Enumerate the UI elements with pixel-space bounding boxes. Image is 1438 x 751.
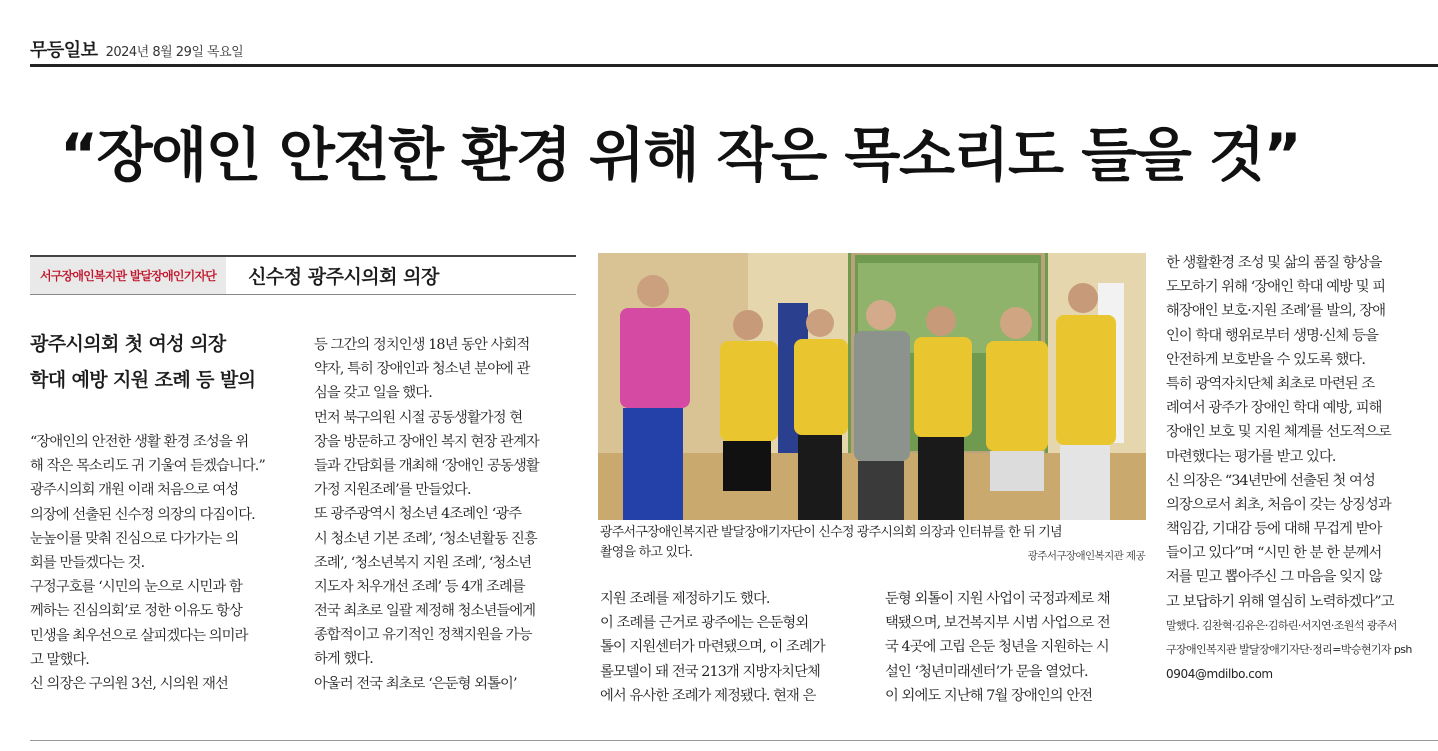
text-line: 아울러 전국 최초로 ‘은둔형 외톨이’ bbox=[314, 675, 517, 692]
text-line: 의장에 선출된 신수정 의장의 다짐이다. bbox=[30, 506, 255, 523]
body-column-4 bbox=[885, 587, 1153, 708]
text-line: 마련했다는 평가를 받고 있다. bbox=[1166, 448, 1336, 465]
photo-illustration bbox=[598, 253, 1146, 520]
text-line: 해장애인 보호·지원 조례’를 발의, 장애 bbox=[1166, 303, 1386, 320]
text-line: 고 보답하기 위해 열심히 노력하겠다”고 bbox=[1166, 593, 1394, 610]
text-line: 하게 했다. bbox=[314, 651, 373, 668]
masthead bbox=[30, 36, 243, 62]
text-line: 종합적이고 유기적인 정책지원을 가능 bbox=[314, 627, 532, 644]
text-line: 말했다. 김찬혁·김유은·김하린·서지연·조원석 광주서 bbox=[1166, 618, 1397, 632]
text-line: 장을 방문하고 장애인 복지 현장 관계자 bbox=[314, 433, 539, 450]
text-line: 회를 만들겠다는 것. bbox=[30, 554, 145, 571]
text-line: 지원 조례를 제정하기도 했다. bbox=[600, 591, 770, 607]
text-line: 들과 간담회를 개최해 ‘장애인 공동생활 bbox=[314, 457, 539, 474]
text-line: 롤모델이 돼 전국 213개 지방자치단체 bbox=[600, 663, 820, 680]
body-column-3 bbox=[600, 587, 868, 708]
text-line: 등 그간의 정치인생 18년 동안 사회적 bbox=[314, 337, 530, 353]
text-line: 민생을 최우선으로 살피겠다는 의미라 bbox=[30, 627, 248, 644]
text-line: 한 생활환경 조성 및 삶의 품질 향상을 bbox=[1166, 255, 1382, 271]
text-line: 에서 유사한 조례가 제정됐다. 현재 은 bbox=[600, 687, 816, 704]
body-column-1 bbox=[30, 430, 298, 696]
interviewee-label: 신수정 광주시의회 의장 bbox=[248, 266, 439, 288]
text-line: 구정구호를 ‘시민의 눈으로 시민과 함 bbox=[30, 579, 242, 596]
issue-date: 2024년 8월 29일 목요일 bbox=[105, 45, 244, 60]
text-line: 광주시의회 개원 이래 처음으로 여성 bbox=[30, 482, 239, 499]
body-column-2 bbox=[314, 333, 582, 696]
text-line: 인이 학대 행위로부터 생명·신체 등을 bbox=[1166, 327, 1378, 344]
text-line: 심을 갖고 일을 했다. bbox=[314, 385, 432, 402]
text-line: 고 말했다. bbox=[30, 651, 89, 668]
bottom-rule bbox=[30, 740, 1438, 741]
subheadline-line: 광주시의회 첫 여성 의장 bbox=[30, 333, 226, 355]
photo-credit: 광주서구장애인복지관 제공 bbox=[1027, 550, 1145, 562]
text-line: 눈높이를 맞춰 진심으로 다가가는 의 bbox=[30, 530, 239, 547]
text-line: 전국 최초로 일괄 제정해 청소년들에게 bbox=[314, 603, 536, 620]
text-line: 톨이 지원센터가 마련됐으며, 이 조례가 bbox=[600, 639, 825, 656]
headline: “장애인 안전한 환경 위해 작은 목소리도 들을 것” bbox=[60, 121, 1301, 189]
reporter-org-label: 서구장애인복지관 발달장애인기자단 bbox=[30, 257, 226, 294]
subheadline bbox=[30, 326, 300, 398]
text-line: 책임감, 기대감 등에 대해 무겁게 받아 bbox=[1166, 521, 1382, 538]
text-line: 의장으로서 최초, 처음이 갖는 상징성과 bbox=[1166, 496, 1391, 513]
top-rule bbox=[30, 64, 1438, 67]
text-line: 0904@mdilbo.com bbox=[1166, 667, 1273, 682]
text-line: 설인 ‘청년미래센터’가 문을 열었다. bbox=[885, 663, 1088, 680]
text-line: 도모하기 위해 ‘장애인 학대 예방 및 피 bbox=[1166, 279, 1386, 296]
caption-line: 촬영을 하고 있다. bbox=[600, 545, 693, 560]
text-line: 특히 광역자치단체 최초로 마련된 조 bbox=[1166, 375, 1375, 392]
text-line: 시 청소년 기본 조례’, ‘청소년활동 진흥 bbox=[314, 530, 537, 547]
text-line: 장애인 보호 및 지원 체계를 선도적으로 bbox=[1166, 424, 1391, 441]
text-line: 해 작은 목소리도 귀 기울여 듣겠습니다.” bbox=[30, 458, 265, 475]
text-line: 약자, 특히 장애인과 청소년 분야에 관 bbox=[314, 361, 530, 378]
text-line: 이 외에도 지난해 7월 장애인의 안전 bbox=[885, 687, 1093, 704]
text-line: 지도자 처우개선 조례’ 등 4개 조례를 bbox=[314, 578, 525, 595]
text-line: 이 조례를 근거로 광주에는 은둔형외 bbox=[600, 615, 809, 632]
text-line: 구장애인복지관 발달장애기자단·정리=박승현기자 psh bbox=[1166, 643, 1412, 656]
interview-tag-bar bbox=[30, 255, 576, 295]
interview-photo bbox=[598, 253, 1146, 520]
text-line: 가정 지원조례’를 만들었다. bbox=[314, 482, 471, 499]
subheadline-line: 학대 예방 지원 조례 등 발의 bbox=[30, 369, 256, 391]
text-line: 들이고 있다”며 “시민 한 분 한 분께서 bbox=[1166, 545, 1382, 562]
text-line: 택됐으며, 보건복지부 시범 사업으로 전 bbox=[885, 615, 1110, 632]
body-column-5 bbox=[1166, 251, 1438, 686]
text-line: 신 의장은 “34년만에 선출된 첫 여성 bbox=[1166, 472, 1375, 489]
text-line: 신 의장은 구의원 3선, 시의원 재선 bbox=[30, 675, 228, 692]
text-line: 먼저 북구의원 시절 공동생활가정 현 bbox=[314, 409, 523, 426]
text-line: 례여서 광주가 장애인 학대 예방, 피해 bbox=[1166, 400, 1382, 417]
text-line: 조례’, ‘청소년복지 지원 조례’, ‘청소년 bbox=[314, 554, 532, 571]
text-line: 께하는 진심의회’로 정한 이유도 항상 bbox=[30, 603, 242, 620]
caption-line: 광주서구장애인복지관 발달장애기자단이 신수정 광주시의회 의장과 인터뷰를 한 뒤 기념 bbox=[600, 525, 1062, 540]
text-line: 국 4곳에 고립 은둔 청년을 지원하는 시 bbox=[885, 639, 1109, 656]
text-line: “장애인의 안전한 생활 환경 조성을 위 bbox=[30, 434, 249, 450]
newspaper-name: 무등일보 bbox=[30, 40, 98, 61]
text-line: 안전하게 보호받을 수 있도록 했다. bbox=[1166, 351, 1365, 368]
text-line: 저를 믿고 뽑아주신 그 마음을 잊지 않 bbox=[1166, 569, 1382, 586]
text-line: 둔형 외톨이 지원 사업이 국정과제로 채 bbox=[885, 591, 1110, 607]
text-line: 또 광주광역시 청소년 4조례인 ‘광주 bbox=[314, 506, 522, 523]
